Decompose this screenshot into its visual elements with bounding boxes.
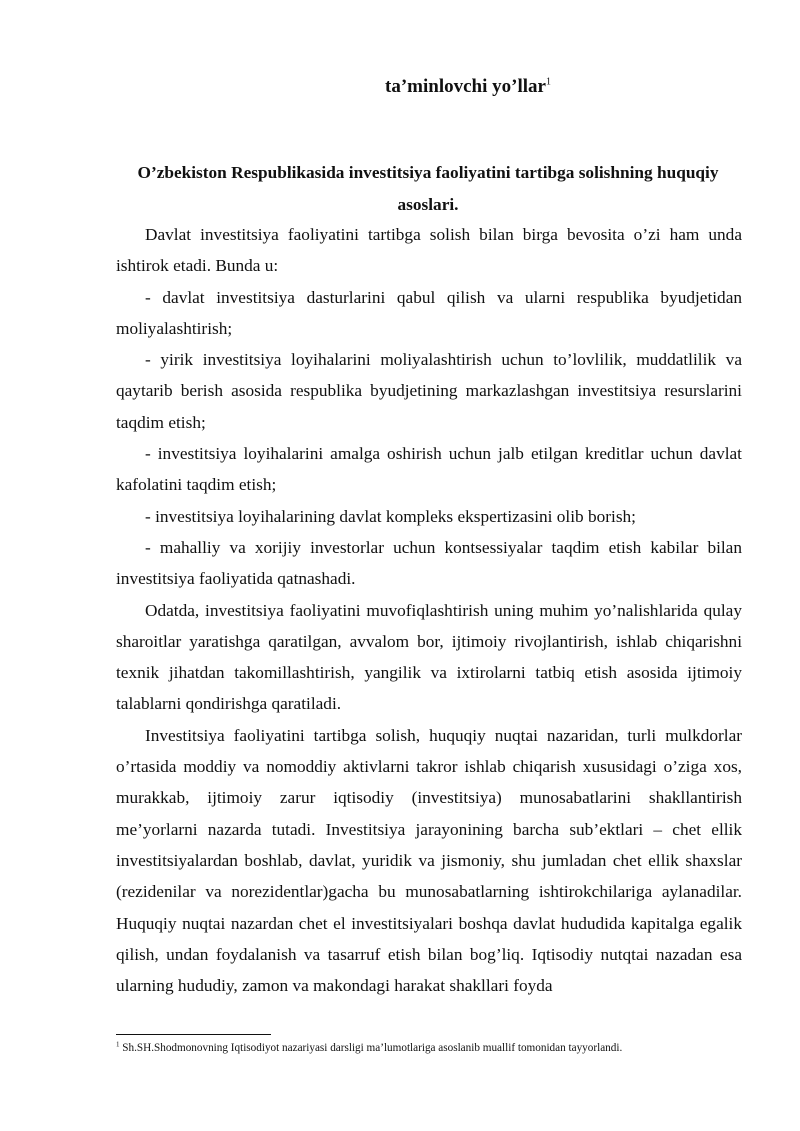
list-item: - investitsiya loyihalarini amalga oshirish uchun jalb etilgan kreditlar uchun davlat kafolatini taqdim etish; — [116, 444, 742, 495]
list-item: - davlat investitsiya dasturlarini qabul qilish va ularni respublika byudjetidan moliyalashtirish; — [116, 287, 742, 338]
title-footnote-mark: 1 — [545, 76, 551, 88]
footnote-separator — [116, 1034, 271, 1035]
footnote-mark: 1 — [116, 1040, 120, 1049]
list-item: - mahalliy va xorijiy investorlar uchun kontsessiyalar taqdim etish kabilar bilan investitsiya faoliyatida qatnashadi. — [116, 537, 742, 589]
list-item: - yirik investitsiya loyihalarini moliyalashtirish uchun to’lovlilik, muddatlilik va qaytarib berish asosida respublika byudjetining markazlashgan investitsiya resurslarini taqdim etish; — [116, 350, 742, 432]
paragraph: Odatda, investitsiya faoliyatini muvofiqlashtirish uning muhim yo’nalishlarida qulay sharoitlar yaratishga qaratilgan, avvalom bor, ijtimoiy rivojlantirish, ishlab chiqarishni texnik jihatdan takomillashtirish, yangilik va ixtirolarni tatbiq etish asosida ijtimoiy talablarni qondirishga qaratiladi. — [116, 600, 742, 714]
page-title — [385, 76, 551, 98]
title-text: ta’minlovchi yo’llar — [385, 76, 546, 97]
body-text — [116, 219, 742, 1001]
list-item: - investitsiya loyihalarining davlat kompleks ekspertizasini olib borish; — [145, 506, 636, 526]
paragraph: Investitsiya faoliyatini tartibga solish, huquqiy nuqtai nazaridan, turli mulkdorlar o’rtasida moddiy va nomoddiy aktivlarni takror ishlab chiqarish xususidagi o’ziga xos, murakkab, ijtimoiy zarur iqtisodiy (investitsiya) munosabatlarini shakllantirish me’yorlarni nazarda tutadi. Investitsiya jarayonining barcha sub’ektlari – chet ellik investitsiyalardan boshlab, davlat, yuridik va jismoniy, shu jumladan chet ellik shaxslar (rezidenilar va norezidentlar)gacha bu munosabatlarning ishtirokchilariga aylanadilar. Huquqiy nuqtai nazardan chet el investitsiyalari boshqa davlat hududida kapitalga egalik qilish, undan foydalanish va tasarruf etish bilan bog’liq. Iqtisodiy nutqtai nazadan esa ularning hududiy, zamon va makondagi harakat shakllari foyda — [116, 725, 742, 996]
footnote — [116, 1041, 756, 1055]
footnote-text: Sh.SH.Shodmonovning Iqtisodiyot nazariyasi darsligi ma’lumotlariga asoslanib muallif tomonidan tayyorlandi. — [122, 1042, 623, 1054]
paragraph: Davlat investitsiya faoliyatini tartibga solish bilan birga bevosita o’zi ham unda ishtirok etadi. Bunda u: — [116, 225, 742, 276]
section-heading: O’zbekiston Respublikasida investitsiya faoliyatini tartibga solishning huquqiy asoslari. — [137, 163, 719, 214]
